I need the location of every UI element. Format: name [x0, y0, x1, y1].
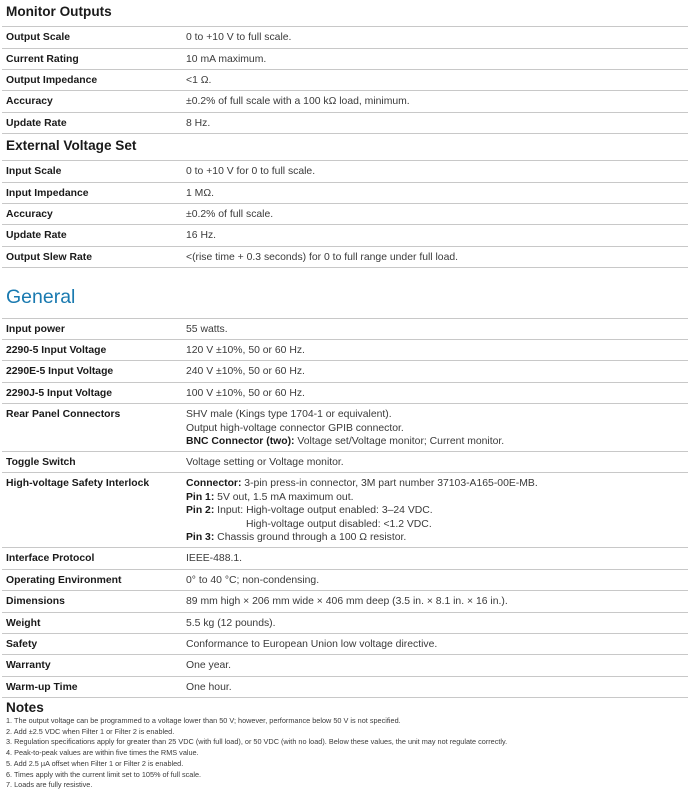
connector-text: 3-pin press-in connector, 3M part number 37103-A165-00E-MB. [241, 478, 538, 489]
spec-label: 2290E-5 Input Voltage [2, 361, 182, 383]
spec-label: Output Scale [2, 27, 182, 49]
monitor-outputs-title: Monitor Outputs [6, 4, 112, 19]
table-row [2, 452, 688, 473]
rear-panel-line [186, 435, 684, 449]
spec-label: 2290-5 Input Voltage [2, 340, 182, 361]
table-row [2, 183, 688, 204]
pin3-text: Chassis ground through a 100 Ω resistor. [214, 532, 407, 544]
table-row [2, 473, 688, 548]
spec-label: Warranty [2, 655, 182, 677]
spec-value: 0° to 40 °C; non-condensing. [182, 570, 688, 591]
spec-label: Operating Environment [2, 570, 182, 591]
spec-label: Update Rate [2, 113, 182, 134]
pin2-label: Pin 2: [186, 505, 215, 517]
spec-label: Output Impedance [2, 70, 182, 91]
spec-value: 0 to +10 V to full scale. [182, 27, 688, 49]
spec-label: Dimensions [2, 591, 182, 613]
table-row [2, 404, 688, 452]
note-item: 6. Times apply with the current limit set to 105% of full scale. [6, 769, 202, 779]
general-title: General [6, 286, 76, 308]
interlock-line [186, 531, 684, 545]
spec-label: Output Slew Rate [2, 247, 182, 268]
rear-panel-line: SHV male (Kings type 1704-1 or equivalent). [186, 409, 392, 420]
spec-value: ±0.2% of full scale. [182, 204, 688, 225]
spec-value: 0 to +10 V for 0 to full scale. [182, 161, 688, 183]
note-item: 3. Regulation specifications apply for greater than 25 VDC (with full load), or 50 VDC (with no load). Below these values, the unit may not regulate correctly. [6, 737, 508, 747]
table-row [2, 27, 688, 49]
table-row [2, 383, 688, 404]
table-row [2, 655, 688, 677]
general-table [2, 318, 688, 698]
spec-label: Rear Panel Connectors [2, 404, 182, 452]
note-item: 5. Add 2.5 µA offset when Filter 1 or Filter 2 is enabled. [6, 758, 184, 768]
table-row [2, 49, 688, 70]
spec-value [182, 404, 688, 452]
interlock-line [186, 504, 684, 518]
pin1-label: Pin 1: [186, 491, 215, 503]
note-item: 7. Loads are fully resistive. [6, 780, 93, 790]
pin1-text: 5V out, 1.5 mA maximum out. [214, 491, 354, 503]
spec-value [182, 473, 688, 548]
table-row [2, 340, 688, 361]
spec-label: 2290J-5 Input Voltage [2, 383, 182, 404]
interlock-line [186, 477, 684, 491]
note-item: 2. Add ±2.5 VDC when Filter 1 or Filter 2 is enabled. [6, 726, 175, 736]
spec-label: Interface Protocol [2, 548, 182, 570]
table-row [2, 613, 688, 634]
spec-value: 55 watts. [182, 319, 688, 340]
table-row [2, 204, 688, 225]
spec-value: 240 V ±10%, 50 or 60 Hz. [182, 361, 688, 383]
spec-label: Current Rating [2, 49, 182, 70]
table-row [2, 591, 688, 613]
monitor-outputs-table [2, 26, 688, 134]
spec-value: 100 V ±10%, 50 or 60 Hz. [182, 383, 688, 404]
table-row [2, 161, 688, 183]
spec-label: Weight [2, 613, 182, 634]
spec-value: 5.5 kg (12 pounds). [182, 613, 688, 634]
bnc-label: BNC Connector (two): [186, 436, 295, 448]
spec-value: Voltage setting or Voltage monitor. [182, 452, 688, 473]
pin2-text: Input: High-voltage output enabled: 3–24 VDC. [214, 505, 433, 517]
spec-label: Accuracy [2, 204, 182, 225]
spec-value: <1 Ω. [182, 70, 688, 91]
note-item: 1. The output voltage can be programmed to a voltage lower than 50 V; however, performance below 50 V is not specified. [6, 716, 401, 725]
table-row [2, 113, 688, 134]
external-voltage-set-title: External Voltage Set [6, 138, 137, 153]
notes-list [0, 716, 690, 791]
spec-value: Conformance to European Union low voltage directive. [182, 634, 688, 655]
table-row [2, 91, 688, 113]
table-row [2, 548, 688, 570]
spec-value: 89 mm high × 206 mm wide × 406 mm deep (3.5 in. × 8.1 in. × 16 in.). [182, 591, 688, 613]
spec-value: One year. [182, 655, 688, 677]
table-row [2, 677, 688, 698]
interlock-line: High-voltage output disabled: <1.2 VDC. [246, 518, 432, 530]
table-row [2, 247, 688, 268]
spec-value: 8 Hz. [182, 113, 688, 134]
spec-value: 16 Hz. [182, 225, 688, 247]
spec-label: Accuracy [2, 91, 182, 113]
spec-label: Safety [2, 634, 182, 655]
connector-label: Connector: [186, 478, 242, 489]
external-voltage-set-table [2, 160, 688, 268]
notes-title: Notes [6, 700, 44, 715]
spec-label: Input Impedance [2, 183, 182, 204]
spec-value: ±0.2% of full scale with a 100 kΩ load, minimum. [182, 91, 688, 113]
spec-value: IEEE-488.1. [182, 548, 688, 570]
spec-value: One hour. [182, 677, 688, 698]
note-item: 4. Peak-to-peak values are within five times the RMS value. [6, 748, 199, 758]
rear-panel-line: Output high-voltage connector GPIB connector. [186, 422, 404, 434]
table-row [2, 361, 688, 383]
spec-label: Toggle Switch [2, 452, 182, 473]
spec-value: 10 mA maximum. [182, 49, 688, 70]
table-row [2, 570, 688, 591]
interlock-line [186, 491, 684, 505]
table-row [2, 70, 688, 91]
spec-value: <(rise time + 0.3 seconds) for 0 to full range under full load. [182, 247, 688, 268]
spec-label: Update Rate [2, 225, 182, 247]
spec-value: 120 V ±10%, 50 or 60 Hz. [182, 340, 688, 361]
spec-label: Warm-up Time [2, 677, 182, 698]
spec-value: 1 MΩ. [182, 183, 688, 204]
spec-label: Input Scale [2, 161, 182, 183]
table-row [2, 225, 688, 247]
pin3-label: Pin 3: [186, 532, 215, 544]
table-row [2, 634, 688, 655]
spec-label: High-voltage Safety Interlock [2, 473, 182, 548]
table-row [2, 319, 688, 340]
spec-label: Input power [2, 319, 182, 340]
bnc-text: Voltage set/Voltage monitor; Current monitor. [294, 436, 505, 448]
